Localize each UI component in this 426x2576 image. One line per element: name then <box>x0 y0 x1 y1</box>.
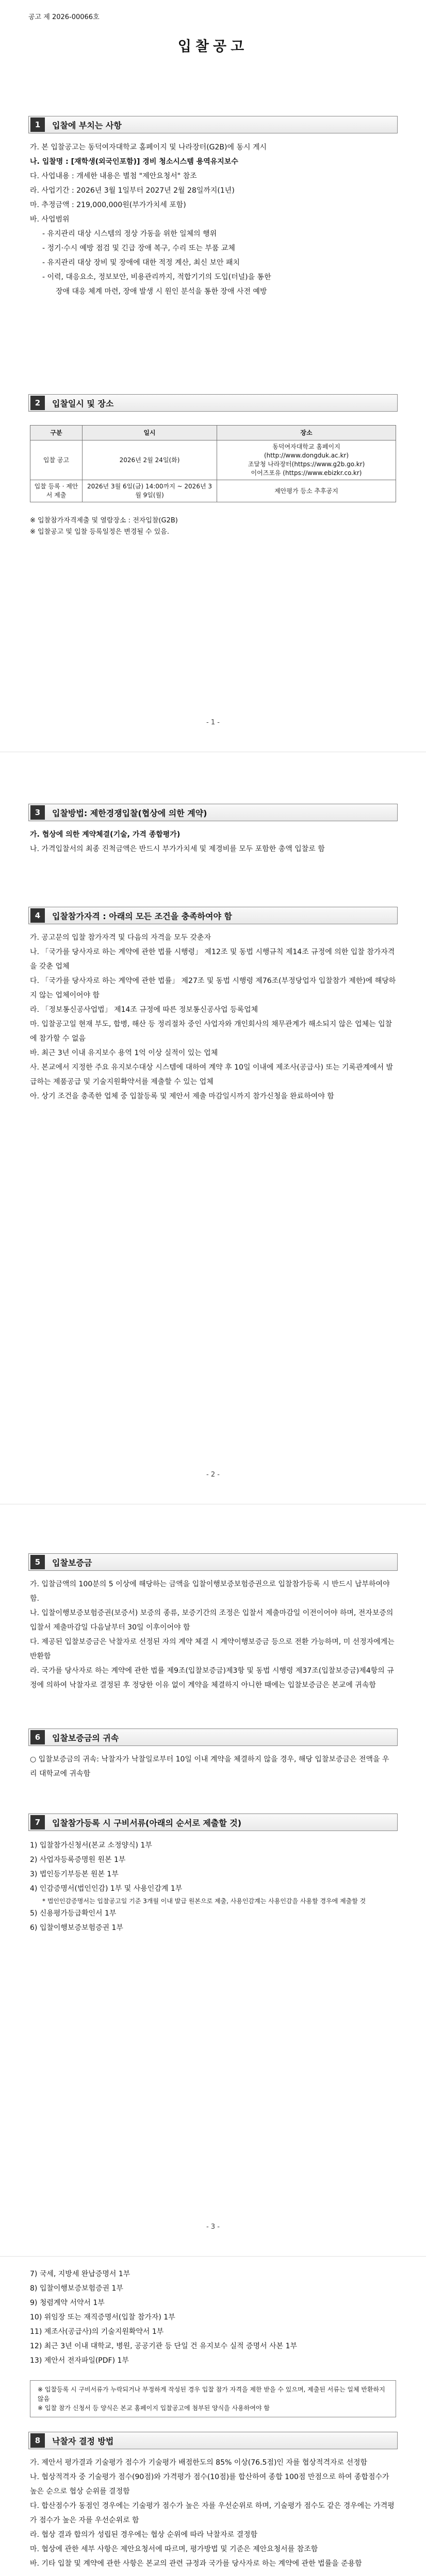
list-item: 가. 협상에 의한 계약체결(기술, 가격 종합평가) <box>30 831 181 839</box>
section-body-6 <box>30 1752 396 1781</box>
list-item: 바. 사업범위 <box>30 215 70 224</box>
section-body-5 <box>30 1577 396 1692</box>
list-item: 가. 입찰금액의 100분의 5 이상에 해당하는 금액을 입찰이행보증보험증권으로 입찰참가등록 시 반드시 납부하여야 함. <box>30 1580 390 1603</box>
section-number: 7 <box>30 1815 45 1829</box>
section-header-2 <box>28 394 398 412</box>
section-title: 입찰보증금의 귀속 <box>52 1733 119 1743</box>
section-header-6 <box>28 1728 398 1746</box>
section-number: 5 <box>30 1555 45 1569</box>
list-item: 다. 「국가를 당사자로 하는 계약에 관한 법률」 제27조 및 동법 시행령 제76조(부정당업자 입찰참가 제한)에 해당하지 않는 업체이어야 함 <box>30 977 396 999</box>
place-line: 동덕여자대학교 홈페이지 <box>272 443 340 450</box>
section-title: 입찰일시 및 장소 <box>52 398 114 409</box>
table-header: 장소 <box>217 426 396 440</box>
list-item: 다. 합산점수가 동점인 경우에는 기술평가 점수가 높은 자를 우선순위로 하며, 기술평가 점수도 같은 경우에는 가격평가 점수가 높은 자를 우선순위로 함 <box>30 2502 395 2524</box>
list-item: 나. 「국가를 당사자로 하는 계약에 관한 법률 시행령」 제12조 및 동법 시행규칙 제14조 규정에 의한 입찰 참가자격을 갖춘 업체 <box>30 948 395 971</box>
list-item: 라. 사업기간 : 2026년 3월 1일부터 2027년 2월 28일까지(1년) <box>30 187 235 195</box>
page-title: 입찰공고 <box>177 39 249 55</box>
section-body-8 <box>30 2455 396 2571</box>
section-body-3 <box>30 827 396 856</box>
page-4 <box>0 2257 426 2576</box>
list-item: 마. 추정금액 : 219,000,000원(부가가치세 포함) <box>30 201 186 209</box>
section-number: 2 <box>30 396 45 410</box>
document-number: 공고 제 2026-00066호 <box>28 13 100 21</box>
place-line: 조달청 나라장터(https://www.g2b.go.kr) <box>248 461 365 468</box>
section-body-4 <box>30 930 396 1104</box>
notice-box <box>30 2380 396 2417</box>
list-item: 11) 제조사(공급사)의 기술지원확약서 1부 <box>30 2328 164 2336</box>
section-notes-2 <box>30 515 396 538</box>
list-item: 5) 신용평가등급확인서 1부 <box>30 1909 117 1918</box>
list-item: 3) 법인등기부등본 원본 1부 <box>30 1870 119 1878</box>
list-item: 마. 입찰공고일 현재 부도, 합병, 해산 등 정리절차 중인 사업자와 개인회사의 채무관계가 해소되지 않은 업체는 입찰에 참가할 수 없음 <box>30 1020 392 1043</box>
section-header-7 <box>28 1814 398 1831</box>
page-3 <box>0 1504 426 2257</box>
table-cell: 입찰 등록 · 제안서 제출 <box>30 480 83 502</box>
list-item: 13) 제안서 전자파일(PDF) 1부 <box>30 2357 129 2365</box>
list-item: 다. 사업내용 : 개세한 내용은 별첨 "제안요청서" 참조 <box>30 172 197 180</box>
section-header-5 <box>28 1553 398 1571</box>
list-item: 라. 협상 결과 합의가 성립된 경우에는 협상 순위에 따라 낙찰자로 결정함 <box>30 2531 258 2539</box>
list-item: 나. 입찰명 : [재학생(외국인포함)] 경비 청소시스템 용역유지보수 <box>30 158 238 166</box>
page-number: - 3 - <box>206 2223 220 2231</box>
list-item: 가. 공고문의 입찰 참가자격 및 다음의 자격을 모두 갖춘자 <box>30 934 211 942</box>
section-header-1 <box>28 116 398 133</box>
list-item: 라. 국가를 당사자로 하는 계약에 관한 법률 제9조(입찰보증금)제3항 및 동법 시행령 제37조(입찰보증금)제4항의 규정에 의하여 낙찰자로 결정된 후 정당한 이유 없이 계약을 체결하지 아니한 때에는 입찰보증금은 본교에 귀속함 <box>30 1667 394 1689</box>
list-item: 아. 상기 조건을 충족한 업체 중 입찰등록 및 제안서 제출 마감일시까지 참가신청을 완료하여야 함 <box>30 1092 334 1100</box>
section-number: 4 <box>30 908 45 923</box>
note-line: ※ 입찰공고 및 입찰 등록일정은 변경될 수 있음. <box>30 528 169 536</box>
section-header-4 <box>28 907 398 924</box>
table-row <box>30 440 396 480</box>
section-number: 3 <box>30 805 45 820</box>
list-item: 8) 입찰이행보증보험증권 1부 <box>30 2284 123 2293</box>
section-header-3 <box>28 804 398 821</box>
list-item: 바. 기타 입찰 및 계약에 관한 사항은 본교의 관련 규정과 국가를 당사자로 하는 계약에 관한 법률을 준용함 <box>30 2560 362 2568</box>
list-item: 나. 가격입찰서의 최종 진척금액은 반드시 부가가치세 및 제경비를 모두 포함한 총액 입찰로 함 <box>30 845 325 853</box>
table-cell <box>217 440 396 480</box>
section-title: 입찰에 부치는 사항 <box>52 120 122 130</box>
note-line: ※ 입찰참가자격제출 및 열람장소 : 전자입찰(G2B) <box>30 517 178 524</box>
place-line: 제안평가 등소 추후공지 <box>274 487 338 495</box>
list-item: - 이력, 대응요소, 정보보안, 비용관리까지, 적합기기의 도입(터널)을 통한 <box>42 273 271 281</box>
list-item: 사. 본교에서 지정한 주요 유지보수대상 시스템에 대하여 계약 후 10일 이내에 제조사(공급사) 또는 기록관계에서 발급하는 제품공급 및 기술지원확약서를 제출할 수 있는 업체 <box>30 1063 394 1086</box>
list-item: 장애 대응 체계 마련, 장애 발생 시 원인 분석을 통한 장애 사전 예방 <box>56 287 267 296</box>
list-item: 2) 사업자등록증명원 원본 1부 <box>30 1856 126 1864</box>
notice-line: ※ 입찰등록 시 구비서류가 누락되거나 부정하게 작성된 경우 입찰 참가 자격을 제한 받을 수 있으며, 제출된 서류는 일체 반환하지 않음 <box>38 2386 385 2402</box>
section-title: 입찰보증금 <box>52 1557 92 1568</box>
list-item: 가. 제안서 평가결과 기술평가 점수가 기술평가 배점한도의 85% 이상(76.5점)인 자를 협상적격자로 선정함 <box>30 2459 368 2467</box>
section-title: 낙찰자 결정 방법 <box>52 2436 114 2446</box>
list-item: 7) 국세, 지방세 완납증명서 1부 <box>30 2270 130 2278</box>
page-number: - 2 - <box>206 1471 220 1479</box>
section-number: 1 <box>30 117 45 132</box>
section-body-1 <box>30 140 396 299</box>
section-body-7-continued <box>30 2267 396 2368</box>
list-item: 다. 제공된 입찰보증금은 낙찰자로 선정된 자의 계약 체결 시 계약이행보증금 등으로 전환 가능하며, 미 선정자에게는 반환함 <box>30 1638 395 1660</box>
section-title: 입찰참가등록 시 구비서류(아래의 순서로 제출할 것) <box>52 1818 242 1828</box>
table-cell: 2026년 2월 24일(화) <box>83 440 217 480</box>
list-item: - 정기·수시 예방 점검 및 긴급 장애 복구, 수리 또는 부품 교체 <box>42 244 235 252</box>
list-item: 나. 입찰이행보증보험증권(보증서) 보증의 종류, 보증기간의 조정은 입찰서 제출마감일 이전이어야 하며, 전자보증의 입찰서 제출마감일 다음날부터 30일 이후이어야 함 <box>30 1609 394 1632</box>
list-item: 12) 최근 3년 이내 대학교, 병원, 공공기관 등 단일 건 유지보수 실적 증명서 사본 1부 <box>30 2342 298 2350</box>
section-number: 8 <box>30 2433 45 2448</box>
list-item: * 법인인감증명서는 입찰공고일 기준 3개월 이내 발급 원본으로 제출, 사용인감계는 사용인감을 사용할 경우에 제출할 것 <box>42 1897 366 1905</box>
list-item: 마. 협상에 관한 세부 사항은 제안요청서에 따르며, 평가방법 및 기준은 제안요청서를 참조함 <box>30 2545 318 2553</box>
table-header: 일시 <box>83 426 217 440</box>
table-cell: 입찰 공고 <box>30 440 83 480</box>
list-item: 가. 본 입찰공고는 동덕여자대학교 홈페이지 및 나라장터(G2B)에 동시 게시 <box>30 143 267 151</box>
page-number: - 1 - <box>206 719 220 726</box>
section-header-8 <box>28 2432 398 2449</box>
table-cell: 2026년 3월 6일(금) 14:00까지 ~ 2026년 3월 9일(월) <box>83 480 217 502</box>
list-item: 바. 최근 3년 이내 유지보수 용역 1억 이상 실적이 있는 업체 <box>30 1049 218 1057</box>
table-header-row <box>30 426 396 440</box>
list-item: 라. 「정보통신공사업법」 제14조 규정에 따른 정보통신공사업 등록업체 <box>30 1006 258 1014</box>
list-item: 4) 인감증명서(법인인감) 1부 및 사용인감계 1부 <box>30 1885 183 1893</box>
list-item: - 유지관리 대상 장비 및 장애에 대한 적정 계산, 최신 보안 패치 <box>42 259 240 267</box>
table-header: 구분 <box>30 426 83 440</box>
page-1 <box>0 0 426 752</box>
section-title: 입찰방법: 제한경쟁입찰(협상에 의한 계약) <box>52 808 207 818</box>
list-item: - 유지관리 대상 시스템의 정상 가동을 위한 일체의 행위 <box>42 230 217 238</box>
section-number: 6 <box>30 1730 45 1744</box>
list-item: 9) 청렴계약 서약서 1부 <box>30 2299 105 2307</box>
section-title: 입찰참가자격 : 아래의 모든 조건을 충족하여야 함 <box>52 911 232 921</box>
list-item: 1) 입찰참가신청서(본교 소정양식) 1부 <box>30 1841 152 1850</box>
place-line: (http://www.dongduk.ac.kr) <box>264 452 349 459</box>
section-body-7 <box>30 1838 396 1935</box>
notice-line: ※ 입찰 참가 신청서 등 양식은 본교 홈페이지 입찰공고에 첨부된 양식을 사용하여야 함 <box>38 2404 270 2412</box>
table-row <box>30 480 396 502</box>
list-item: 6) 입찰이행보증보험증권 1부 <box>30 1924 123 1932</box>
place-line: 이어즈포유 (https://www.ebizkr.co.kr) <box>251 469 362 477</box>
list-item: 나. 협상적격자 중 기술평가 점수(90점)와 가격평가 점수(10점)를 합산하여 종합 100점 만점으로 하여 종합점수가 높은 순으로 협상 순위를 결정함 <box>30 2473 389 2496</box>
table-cell <box>217 480 396 502</box>
page-2 <box>0 752 426 1504</box>
list-item: ○ 입찰보증금의 귀속: 낙찰자가 낙찰일로부터 10일 이내 계약을 체결하지 않을 경우, 해당 입찰보증금은 전액을 우리 대학교에 귀속함 <box>30 1755 389 1778</box>
schedule-table <box>30 425 396 502</box>
list-item: 10) 위임장 또는 재직증명서(입찰 참가자) 1부 <box>30 2313 175 2321</box>
